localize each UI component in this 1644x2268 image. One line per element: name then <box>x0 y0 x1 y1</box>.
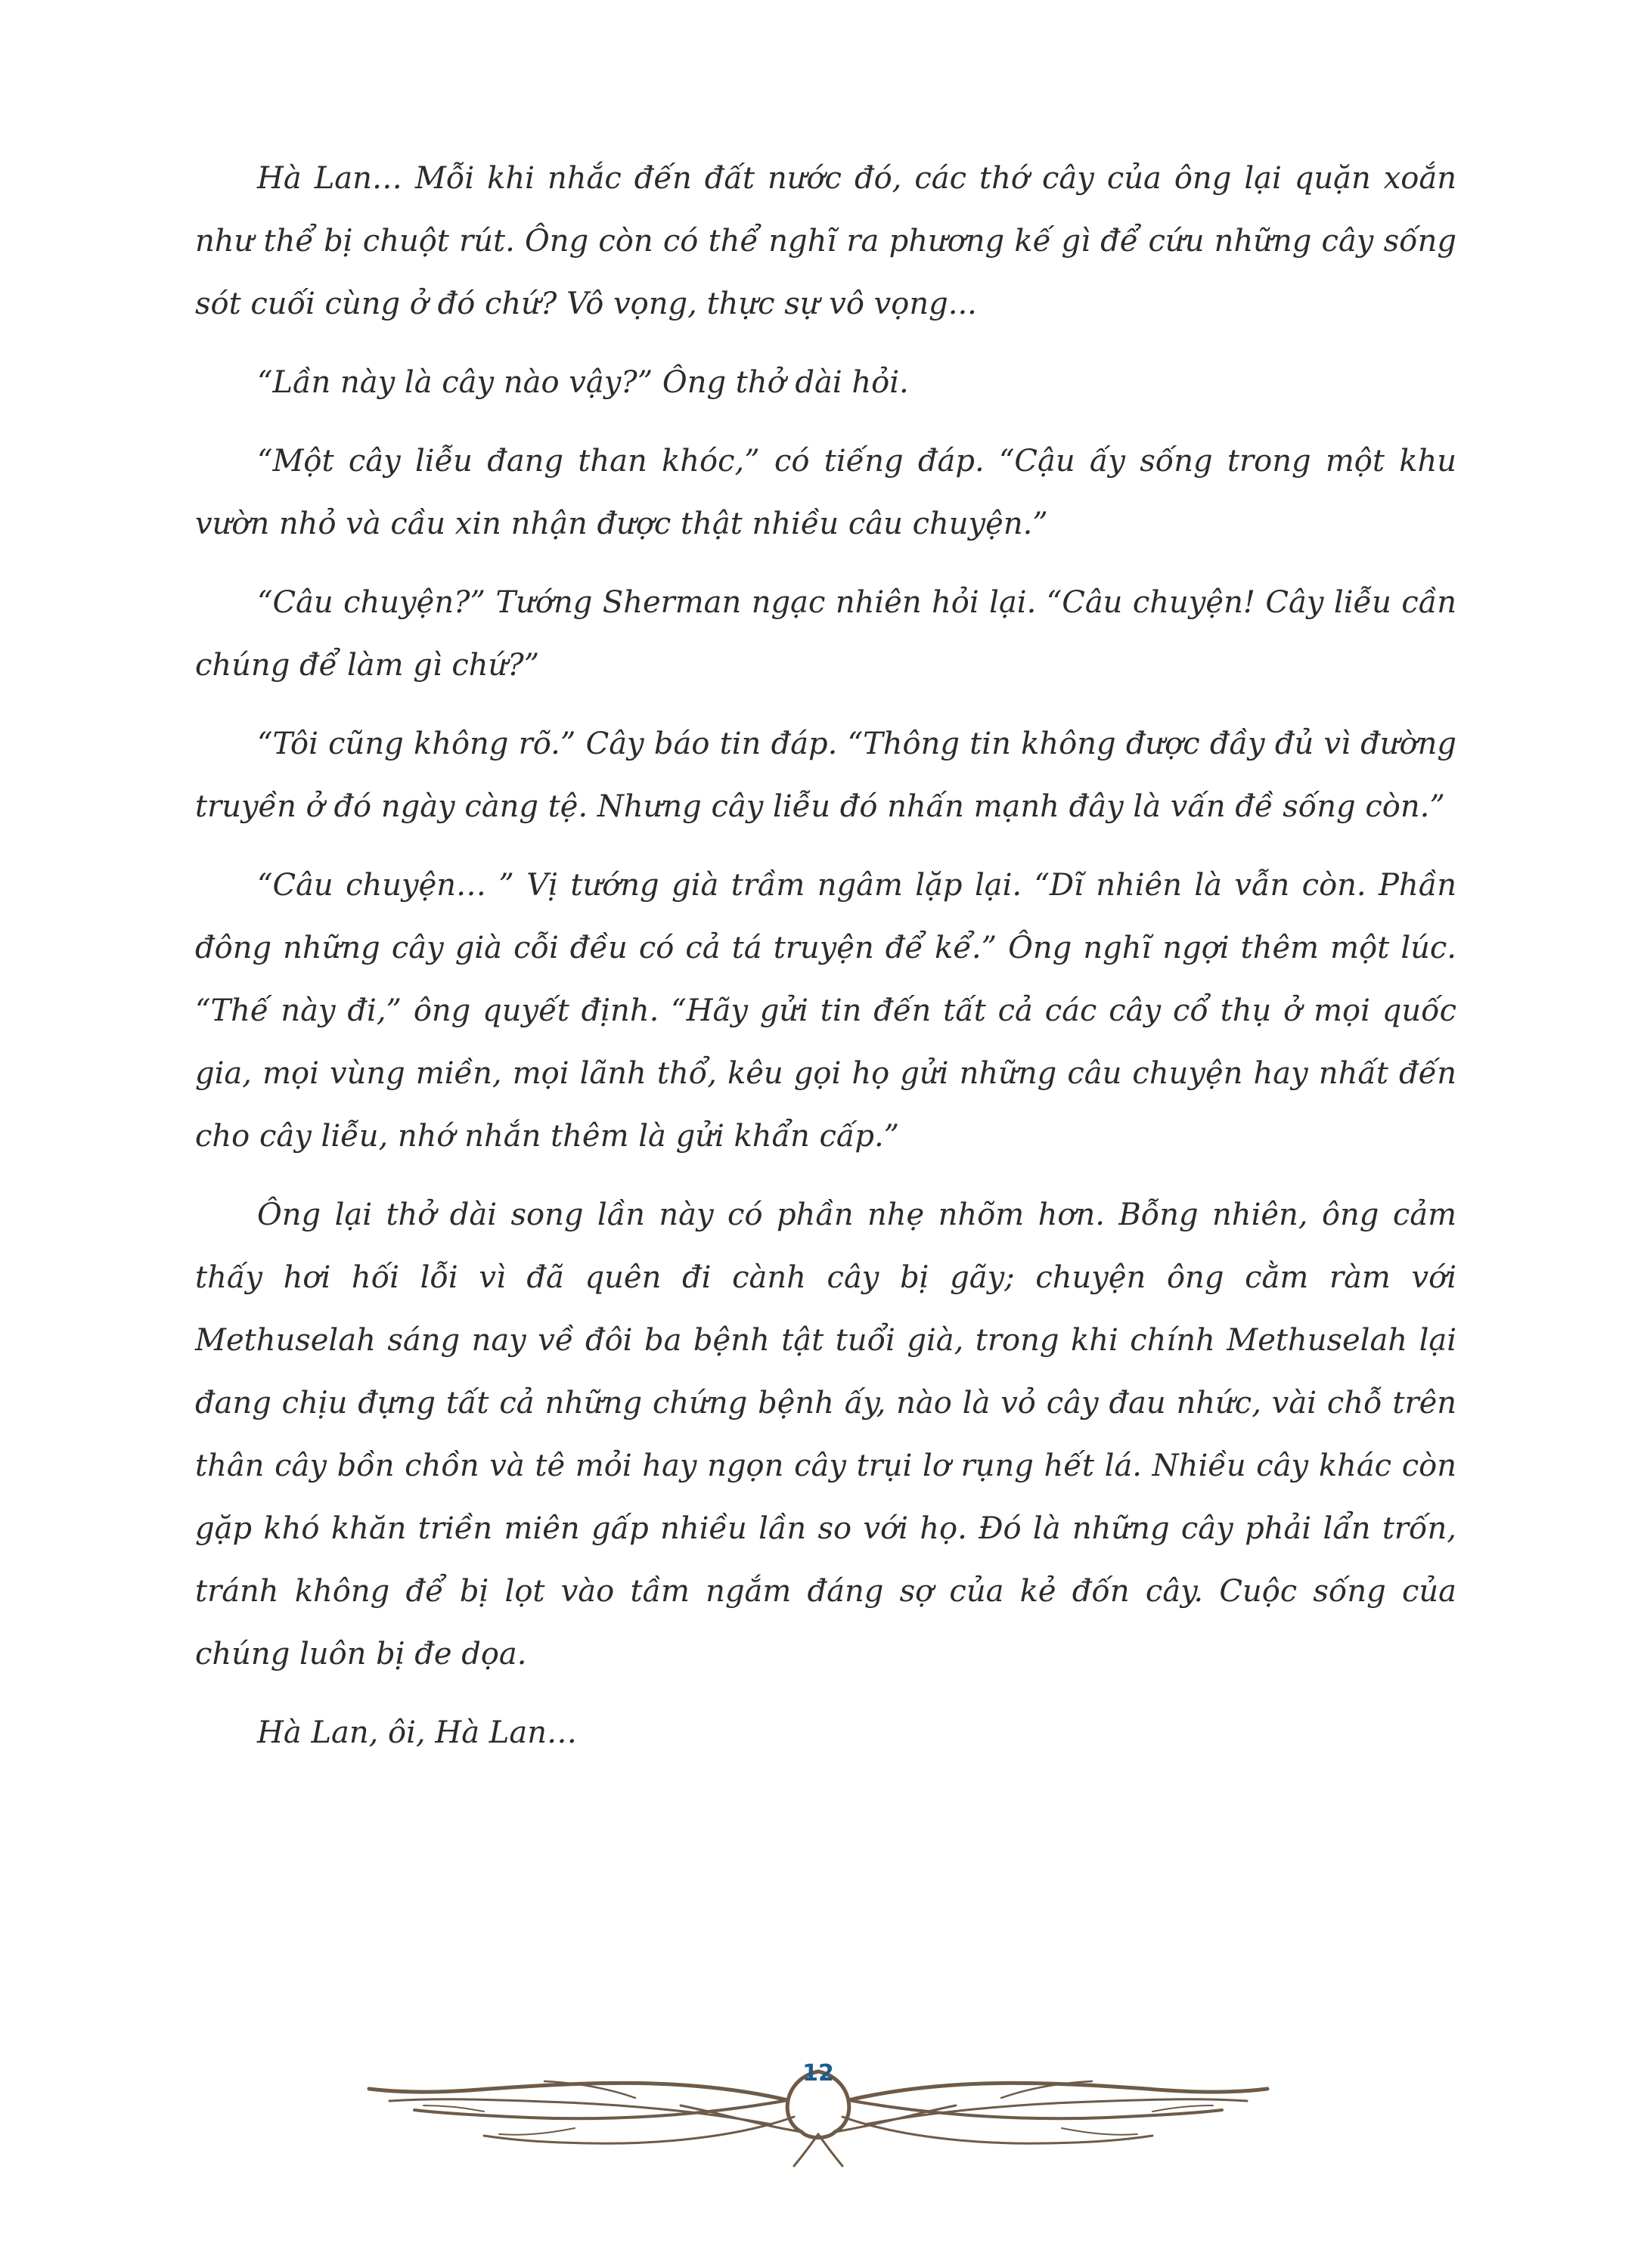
paragraph: Hà Lan, ôi, Hà Lan… <box>257 1715 577 1750</box>
paragraph: “Câu chuyện?” Tướng Sherman ngạc nhiên hỏi lại. “Câu chuyện! Cây liễu cần chúng để làm gì chứ?” <box>195 585 1456 683</box>
page-number: 12 <box>802 2060 834 2087</box>
paragraph: “Câu chuyện… ” Vị tướng già trầm ngâm lặp lại. “Dĩ nhiên là vẫn còn. Phần đông những cây già cỗi đều có cả tá truyện để kể.” Ông nghĩ ngợi thêm một lúc. “Thế này đi,” ông quyết định. “Hãy gửi tin đến tất cả các cây cổ thụ ở mọi quốc gia, mọi vùng miền, mọi lãnh thổ, kêu gọi họ gửi những câu chuyện hay nhất đến cho cây liễu, nhớ nhắn thêm là gửi khẩn cấp.” <box>195 868 1456 1154</box>
paragraph: “Lần này là cây nào vậy?” Ông thở dài hỏi. <box>257 365 909 400</box>
paragraph: “Tôi cũng không rõ.” Cây báo tin đáp. “Thông tin không được đầy đủ vì đường truyền ở đó ngày càng tệ. Nhưng cây liễu đó nhấn mạnh đây là vấn đề sống còn.” <box>195 727 1456 824</box>
paragraph: “Một cây liễu đang than khóc,” có tiếng đáp. “Cậu ấy sống trong một khu vườn nhỏ và cầu xin nhận được thật nhiều câu chuyện.” <box>195 444 1456 541</box>
paragraph: Ông lại thở dài song lần này có phần nhẹ nhõm hơn. Bỗng nhiên, ông cảm thấy hơi hối lỗi vì đã quên đi cành cây bị gãy; chuyện ông cằm ràm với Methuselah sáng nay về đôi ba bệnh tật tuổi già, trong khi chính Methuselah lại đang chịu đựng tất cả những chứng bệnh ấy, nào là vỏ cây đau nhức, vài chỗ trên thân cây bồn chồn và tê mỏi hay ngọn cây trụi lơ rụng hết lá. Nhiều cây khác còn gặp khó khăn triền miên gấp nhiều lần so với họ. Đó là những cây phải lẩn trốn, tránh không để bị lọt vào tầm ngắm đáng sợ của kẻ đốn cây. Cuộc sống của chúng luôn bị đe dọa. <box>195 1198 1456 1672</box>
body-text <box>195 147 1456 1780</box>
paragraph: Hà Lan… Mỗi khi nhắc đến đất nước đó, các thớ cây của ông lại quặn xoắn như thể bị chuột rút. Ông còn có thể nghĩ ra phương kế gì để cứu những cây sống sót cuối cùng ở đó chứ? Vô vọng, thực sự vô vọng... <box>195 161 1456 321</box>
